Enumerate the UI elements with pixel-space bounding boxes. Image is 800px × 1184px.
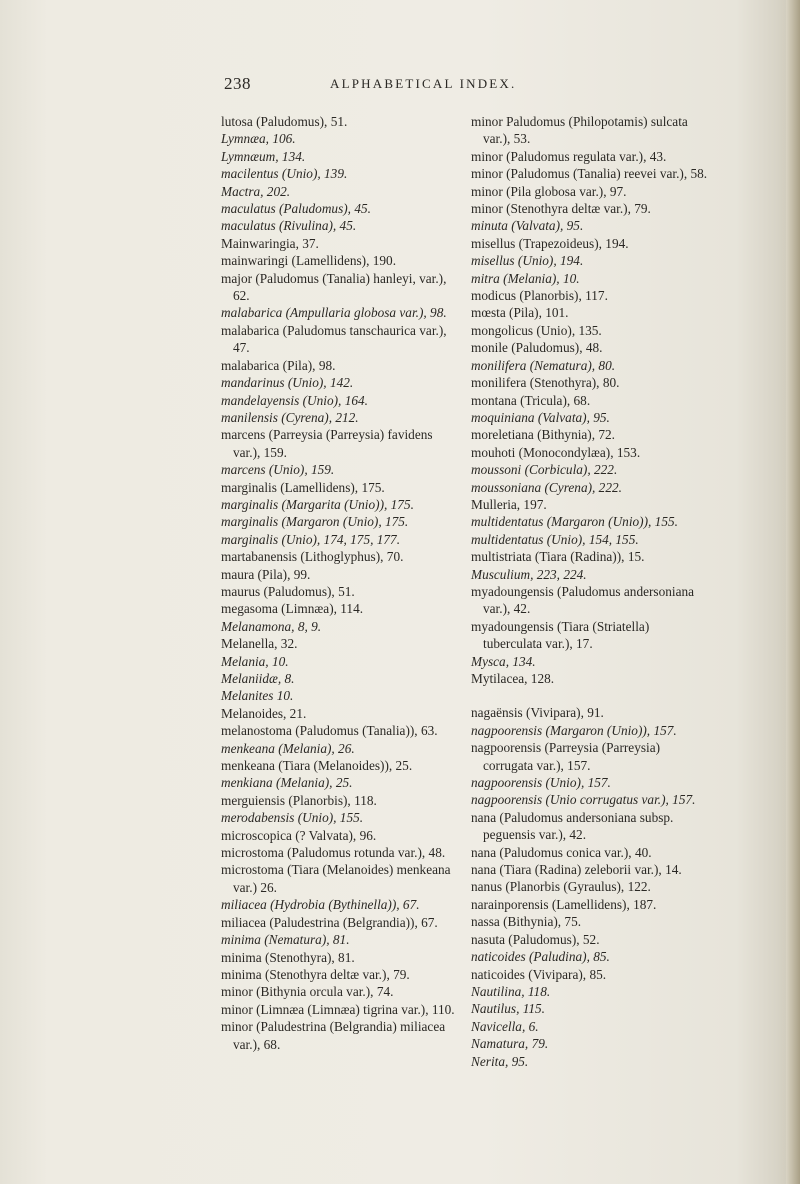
index-entry: minor (Paludomus regulata var.), 43. [471,148,667,164]
index-entry: naticoides (Paludina), 85. [471,949,610,965]
index-entry: mitra (Melania), 10. [471,270,580,286]
index-entry: minima (Stenothyra), 81. [221,949,355,965]
index-entry: Melanamona, 8, 9. [221,618,322,634]
index-entry: monile (Paludomus), 48. [471,340,603,356]
index-entry: Nautilus, 115. [471,1001,546,1017]
index-entry: minuta (Valvata), 95. [471,218,584,234]
index-entry: nassa (Bithynia), 75. [471,914,582,930]
index-entry: merguiensis (Planorbis), 118. [221,792,377,808]
index-entry: multistriata (Tiara (Radina)), 15. [471,549,645,565]
index-entry: mouhoti (Monocondylæa), 153. [471,444,641,460]
index-entry: multidentatus (Margaron (Unio)), 155. [471,514,678,530]
index-entry: multidentatus (Unio), 154, 155. [471,531,639,547]
index-entry: narainporensis (Lamellidens), 187. [471,896,657,912]
index-entry: nana (Tiara (Radina) zeleborii var.), 14. [471,862,682,878]
index-entry: monilifera (Stenothyra), 80. [471,375,620,391]
index-column-right [471,113,711,1070]
index-entry: maculatus (Rivulina), 45. [221,218,357,234]
index-entry: moquiniana (Valvata), 95. [471,409,610,425]
index-entry: nagpoorensis (Unio), 157. [471,775,611,791]
index-entry: marginalis (Lamellidens), 175. [221,479,385,495]
index-entry: mongolicus (Unio), 135. [471,322,602,338]
index-entry: nagaënsis (Vivipara), 91. [471,705,604,721]
index-entry: manilensis (Cyrena), 212. [221,409,359,425]
index-entry: merodabensis (Unio), 155. [221,810,364,826]
index-entry: menkiana (Melania), 25. [221,775,353,791]
index-entry: minor (Pila globosa var.), 97. [471,183,627,199]
index-entry: Melanoides, 21. [221,705,307,721]
index-entry: microscopica (? Valvata), 96. [221,827,377,843]
index-entry: minor (Paludestrina (Belgrandia) miliacea var.), 68. [221,1019,446,1052]
index-entry: nagpoorensis (Parreysia (Parreysia) corrugata var.), 157. [471,740,661,773]
index-entry: Musculium, 223, 224. [471,566,587,582]
index-entry: malabarica (Pila), 98. [221,357,336,373]
index-entry: menkeana (Melania), 26. [221,740,355,756]
index-entry: Nerita, 95. [471,1053,529,1069]
index-entry: major (Paludomus (Tanalia) hanleyi, var.), 62. [221,270,447,304]
index-entry: mandarinus (Unio), 142. [221,375,354,391]
index-entry: myadoungensis (Tiara (Striatella) tuberculata var.), 17. [471,618,650,652]
index-entry: minima (Nematura), 81. [221,932,350,948]
index-entry: Mactra, 202. [221,183,291,199]
index-entry: microstoma (Tiara (Melanoides) menkeana var.) 26. [221,862,451,895]
index-entry: misellus (Trapezoideus), 194. [471,235,629,251]
index-entry: marginalis (Margaron (Unio), 175. [221,514,409,530]
index-entry: naticoides (Vivipara), 85. [471,966,607,982]
index-entry: melanostoma (Paludomus (Tanalia)), 63. [221,723,438,739]
index-entry: marcens (Parreysia (Parreysia) favidens var.), 159. [221,427,433,460]
index-entry: Namatura, 79. [471,1036,549,1052]
page-edge [786,0,800,1184]
index-entry: Melanites 10. [221,688,294,704]
index-entry: minor (Stenothyra deltæ var.), 79. [471,201,651,217]
running-head: ALPHABETICAL INDEX. [330,76,517,91]
index-entry: moreletiana (Bithynia), 72. [471,427,616,443]
index-entry: Melanella, 32. [221,636,298,652]
index-entry: modicus (Planorbis), 117. [471,288,608,304]
index-entry: miliacea (Hydrobia (Bythinella)), 67. [221,897,420,913]
index-entry: Mysca, 134. [471,653,536,669]
index-entry: monilifera (Nematura), 80. [471,357,616,373]
index-entry: menkeana (Tiara (Melanoides)), 25. [221,758,413,774]
index-entry: minor (Paludomus (Tanalia) reevei var.), 58. [471,166,708,182]
index-entry: martabanensis (Lithoglyphus), 70. [221,549,404,565]
index-entry: moussoniana (Cyrena), 222. [471,479,622,495]
index-entry: maurus (Paludomus), 51. [221,583,355,599]
index-entry: Mainwaringia, 37. [221,235,319,251]
index-entry: mandelayensis (Unio), 164. [221,392,368,408]
index-entry: myadoungensis (Paludomus andersoniana var.), 42. [471,583,695,617]
index-entry: minor (Bithynia orcula var.), 74. [221,984,394,1000]
index-entry: maura (Pila), 99. [221,566,311,582]
index-entry: nana (Paludomus conica var.), 40. [471,844,652,860]
index-entry: malabarica (Ampullaria globosa var.), 98. [221,305,447,321]
index-entry: Mytilacea, 128. [471,671,555,686]
index-entry: malabarica (Paludomus tanschaurica var.), 47. [221,322,447,356]
index-entry: Lymnæa, 106. [221,131,296,147]
index-entry: Nautilina, 118. [471,983,551,999]
index-entry: nanus (Planorbis (Gyraulus), 122. [471,879,651,895]
index-entry: maculatus (Paludomus), 45. [221,201,371,217]
index-entry: Melania, 10. [221,653,289,669]
index-entry: nagpoorensis (Unio corrugatus var.), 157. [471,792,696,808]
index-entry: megasoma (Limnæa), 114. [221,601,364,617]
index-entry: Lymnæum, 134. [221,148,306,164]
index-entry: nasuta (Paludomus), 52. [471,931,600,947]
index-entry: lutosa (Paludomus), 51. [221,114,348,129]
page-number: 238 [224,74,251,93]
index-entry: marginalis (Unio), 174, 175, 177. [221,531,401,547]
index-entry: macilentus (Unio), 139. [221,166,348,182]
index-entry: nagpoorensis (Margaron (Unio)), 157. [471,722,677,738]
index-column-left [221,113,457,1053]
index-entry: minima (Stenothyra deltæ var.), 79. [221,966,410,982]
index-entry: minor Paludomus (Philopotamis) sulcata var.), 53. [471,114,688,147]
index-entry: montana (Tricula), 68. [471,392,591,408]
index-entry: Melaniidæ, 8. [221,671,295,686]
index-entry: Navicella, 6. [471,1018,539,1034]
index-entry: miliacea (Paludestrina (Belgrandia)), 67. [221,914,438,930]
index-entry: marginalis (Margarita (Unio)), 175. [221,496,414,512]
index-entry: mœsta (Pila), 101. [471,305,569,321]
index-entry: mainwaringi (Lamellidens), 190. [221,253,397,269]
index-entry: misellus (Unio), 194. [471,253,584,269]
index-entry: nana (Paludomus andersoniana subsp. peguensis var.), 42. [471,809,674,843]
index-entry: marcens (Unio), 159. [221,462,335,478]
index-entry: microstoma (Paludomus rotunda var.), 48. [221,845,446,861]
index-entry: minor (Limnæa (Limnæa) tigrina var.), 110. [221,1001,455,1017]
index-entry: Mulleria, 197. [471,496,547,512]
page-header [0,74,800,96]
index-entry: moussoni (Corbicula), 222. [471,462,618,478]
